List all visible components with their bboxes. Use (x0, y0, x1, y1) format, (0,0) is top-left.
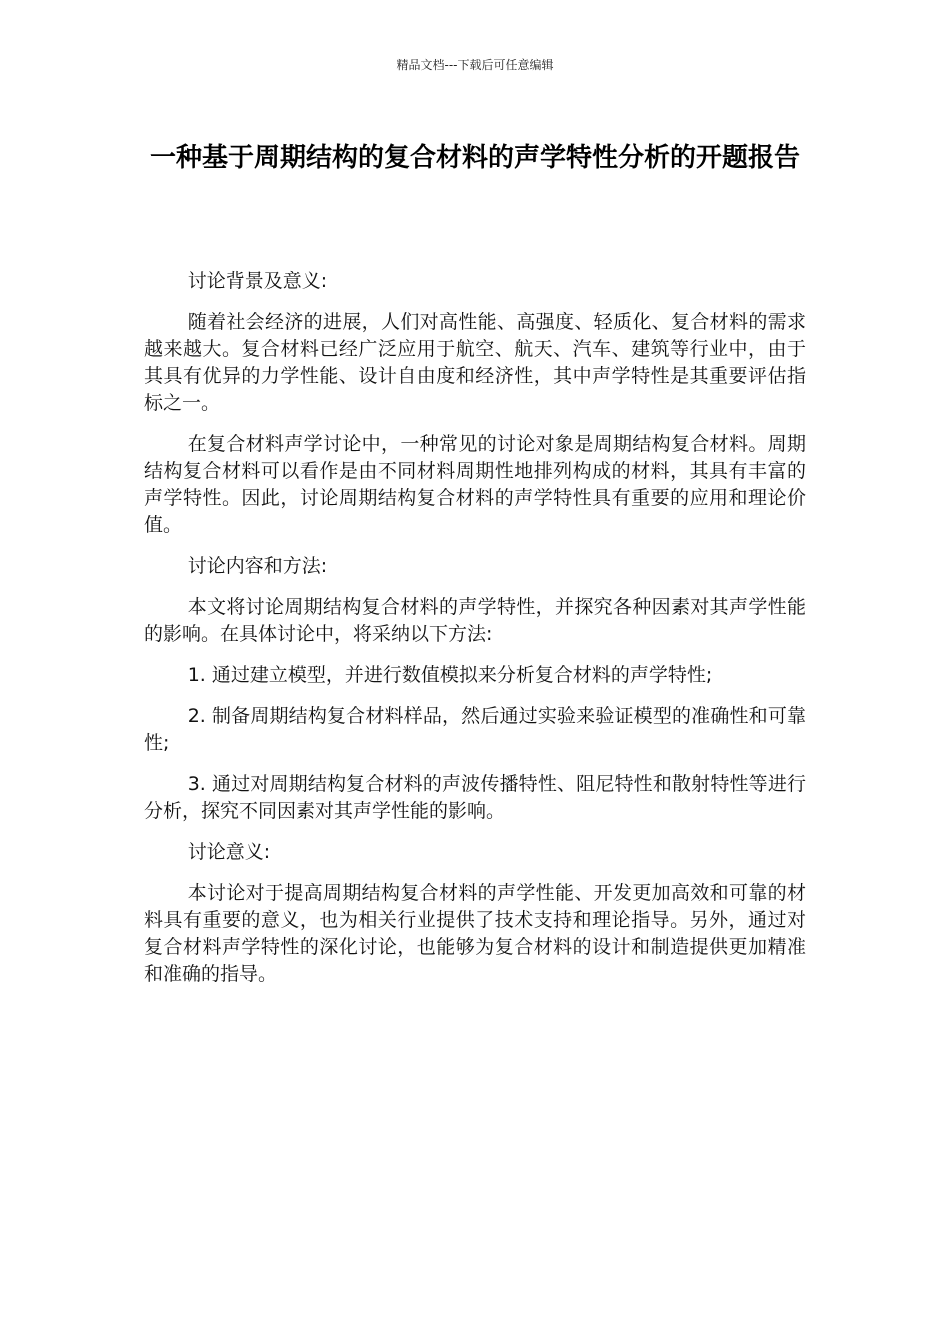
paragraph-background-2: 在复合材料声学讨论中，一种常见的讨论对象是周期结构复合材料。周期结构复合材料可以看作是由不同材料周期性地排列构成的材料，其具有丰富的声学特性。因此，讨论周期结构复合材料的声学特性具有重要的应用和理论价值。 (144, 433, 806, 536)
document-body (144, 268, 806, 1002)
document-title: 一种基于周期结构的复合材料的声学特性分析的开题报告 (149, 143, 800, 173)
paragraph-methods-intro: 本文将讨论周期结构复合材料的声学特性，并探究各种因素对其声学性能的影响。在具体讨论中，将采纳以下方法: (144, 596, 806, 645)
list-item-method-2: 2. 制备周期结构复合材料样品，然后通过实验来验证模型的准确性和可靠性; (144, 705, 806, 754)
section-heading-background: 讨论背景及意义: (187, 270, 328, 292)
list-item-method-1: 1. 通过建立模型，并进行数值模拟来分析复合材料的声学特性; (187, 664, 713, 686)
header-note: 精品文档---下载后可任意编辑 (396, 58, 554, 72)
list-item-method-3: 3. 通过对周期结构复合材料的声波传播特性、阻尼特性和散射特性等进行分析，探究不同因素对其声学性能的影响。 (144, 773, 806, 822)
paragraph-background-1: 随着社会经济的进展，人们对高性能、高强度、轻质化、复合材料的需求越来越大。复合材料已经广泛应用于航空、航天、汽车、建筑等行业中，由于其具有优异的力学性能、设计自由度和经济性，其中声学特性是其重要评估指标之一。 (144, 311, 806, 414)
paragraph-significance-1: 本讨论对于提高周期结构复合材料的声学性能、开发更加高效和可靠的材料具有重要的意义，也为相关行业提供了技术支持和理论指导。另外，通过对复合材料声学特性的深化讨论，也能够为复合材料的设计和制造提供更加精准和准确的指导。 (144, 882, 806, 985)
section-heading-significance: 讨论意义: (187, 841, 271, 863)
section-heading-methods: 讨论内容和方法: (187, 555, 328, 577)
